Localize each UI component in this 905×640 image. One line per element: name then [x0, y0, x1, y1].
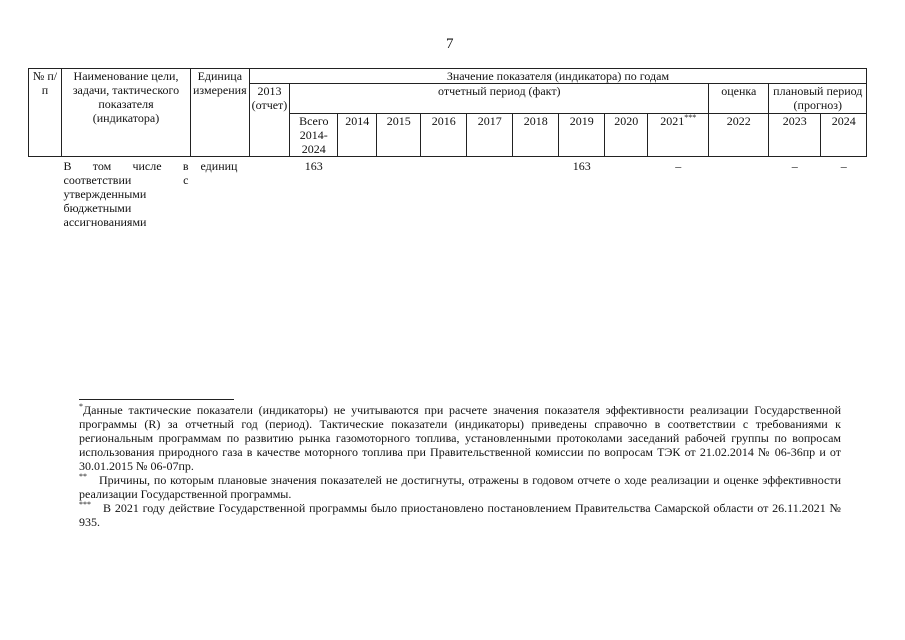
footnote-mark: ***: [684, 113, 697, 122]
year-2021-header: [648, 114, 709, 157]
plan-year-header: 2023: [769, 114, 821, 157]
footnote-1: [79, 403, 841, 473]
year-header: 2014: [338, 114, 377, 157]
cell-2024: –: [840, 159, 847, 173]
footnote-text: Данные тактические показатели (индикаторы) не учитываются при расчете значения показателя эффективности реализации Государственной программы (R) за отчетный год (период). Тактические показатели (индикаторы) приведены справочно в соответствии с требованиями к региональным программам по развитию рынка газомоторного топлива, установленными протоколами заседаний рабочей группы по вопросам использования природного газа в качестве моторного топлива при Правительственной комиссии по вопросам ТЭК от 21.02.2014 № 06-36пр и от 30.01.2015 № 06-07пр.: [79, 403, 841, 473]
cell-2015: [377, 157, 421, 230]
cell-2020: [605, 157, 648, 230]
year-header: 2020: [605, 114, 648, 157]
cell-2017: [467, 157, 513, 230]
plan-year-header: 2024: [821, 114, 867, 157]
cell-2021: –: [675, 159, 682, 173]
year-header: 2015: [377, 114, 421, 157]
footnote-2: [79, 473, 841, 501]
estimate-year-header: 2022: [709, 114, 769, 157]
cell-2023: –: [791, 159, 798, 173]
indicator-table: [28, 68, 867, 229]
cell-2018: [513, 157, 559, 230]
total-header: Всего 2014-2024: [290, 114, 338, 157]
footnote-mark: *: [79, 402, 83, 411]
footnote-text: В 2021 году действие Государственной программы было приостановлено постановлением Правительства Самарской области от 26.11.2021 № 935.: [79, 501, 841, 529]
year-header: 2019: [559, 114, 605, 157]
cell-unit: единиц: [200, 159, 238, 173]
footnote-divider: [79, 399, 234, 400]
cell-2013: [249, 157, 290, 230]
values-group-header: Значение показателя (индикатора) по годам: [249, 69, 867, 84]
footnote-mark: **: [79, 472, 87, 481]
year-2013-header: 2013 (отчет): [249, 84, 290, 157]
col-num-header: № п/п: [29, 69, 62, 157]
year-header: 2017: [467, 114, 513, 157]
cell-2022: [709, 157, 769, 230]
year-label: 2021: [660, 114, 685, 128]
cell-total: 163: [304, 159, 323, 173]
footnote-text: Причины, по которым плановые значения показателей не достигнуты, отражены в годовом отчете о ходе реализации и оценке эффективности реализации Государственной программы.: [79, 473, 841, 501]
year-header: 2016: [421, 114, 467, 157]
footnote-3: [79, 501, 841, 529]
cell-num: [29, 157, 62, 230]
col-unit-header: Единица измерения: [191, 69, 250, 157]
col-name-header: Наименование цели, задачи, тактического показателя (индикатора): [62, 69, 191, 157]
estimate-header: оценка: [709, 84, 769, 114]
footnote-mark: ***: [79, 500, 91, 509]
reported-period-header: отчетный период (факт): [290, 84, 709, 114]
cell-2019: 163: [572, 159, 591, 173]
footnotes: [79, 403, 841, 529]
table-row: [29, 157, 867, 230]
header-row-1: [29, 69, 867, 84]
cell-name: В том числе в соответствии с утвержденными бюджетными ассигнованиями: [63, 159, 189, 229]
cell-2014: [338, 157, 377, 230]
cell-2016: [421, 157, 467, 230]
page-number: 7: [446, 36, 454, 52]
year-header: 2018: [513, 114, 559, 157]
planned-period-header: плановый период (прогноз): [769, 84, 867, 114]
